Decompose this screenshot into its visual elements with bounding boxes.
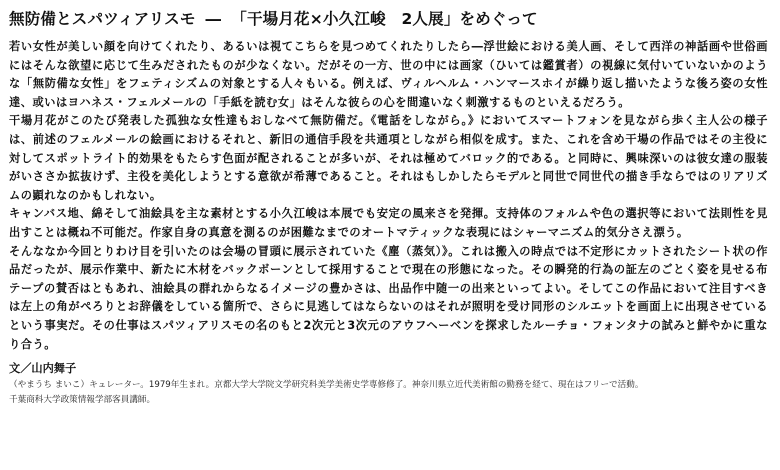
title-main: 無防備とスパツィアリスモ: [9, 10, 196, 28]
article-title: [9, 9, 768, 29]
author-bio-line-2: 千葉商科大学政策情報学部客員講師。: [9, 395, 156, 406]
paragraph-4: そんななか今回とりわけ目を引いたのは会場の冒頭に展示されていた《塵（蒸気）》。これは搬入の時点では不定形にカットされたシート状の作品だったが、展示作業中、新たに木材をバックボーンとして採用することで現在の形態になった。その瞬発的行為の証左のごとく姿を見せる布テープの賛否はともあれ、油絵具の群れからなるイメージの豊かさは、出品作中随一の出来といってよい。そしてこの作品において注目すべきは左上の角がぺろりとお辞儀をしている箇所で、さらに見逃してはならないのはそれが照明を受け同形のシルエットを画面上に出現させているという事実だ。その仕事はスパツィアリスモの名のもと2次元と3次元のアウフヘーベンを探求したルーチョ・フォンタナの試みと鮮やかに重なり合う。: [9, 244, 768, 351]
title-subject: 「干場月花×小久江峻 2人展」をめぐって: [231, 10, 538, 28]
paragraph-2: 干場月花がこのたび発表した孤独な女性達もおしなべて無防備だ。《電話をしながら。》においてスマートフォンを見ながら歩く主人公の様子は、前述のフェルメールの絵画におけるそれと、新旧の通信手段を共通項としながら相似を成す。また、これを含め干場の作品ではその主役に対してスポットライト的効果をもたらす色面が配されることが多いが、それは極めてバロック的である。と同時に、興味深いのは彼女達の服装がいささか拡抜けず、主役を美化しようとする意欲が希薄であること。それはもしかしたらモデルと同世で同世代の描き手ならではのリアリズムの顕れなのかもしれない。: [9, 114, 768, 202]
article-body: [9, 38, 768, 354]
paragraph-1: 若い女性が美しい顔を向けてくれたり、あるいは視てこちらを見つめてくれたりしたら―浮世絵における美人画、そして西洋の神話画や世俗画にはそんな欲望に応じて生みだされたものが少なくない。だがその一方、世の中には画家（ひいては鑑賞者）の視線に気付いていないかのような「無防備な女性」をフェティシズムの対象とする人々もいる。例えば、ヴィルヘルム・ハンマースホイが繰り返し描いたような後ろ姿の女性達、或いはヨハネス・フェルメールの「手紙を読む女」はそんな彼らの心を間違いなく刺激するものといえるだろう。: [9, 40, 768, 109]
author-byline: 文／山内舞子: [9, 362, 77, 376]
paragraph-3: キャンバス地、綿そして油絵具を主な素材とする小久江峻は本展でも安定の風来さを発揮。支持体のフォルムや色の選択等において法則性を見出すことは概ね不可能だ。作家自身の真意を測るのが困難なまでのオートマティックな表現にはシャーマニズム的気分さえ漂う。: [9, 207, 768, 239]
title-dash: ―: [205, 10, 222, 28]
author-bio-line-1: （やまうち まいこ）キュレーター。1979年生まれ。京都大学大学院文学研究科美学美術史学専修修了。神奈川県立近代美術館の勤務を経て、現在はフリーで活動。: [9, 380, 644, 391]
